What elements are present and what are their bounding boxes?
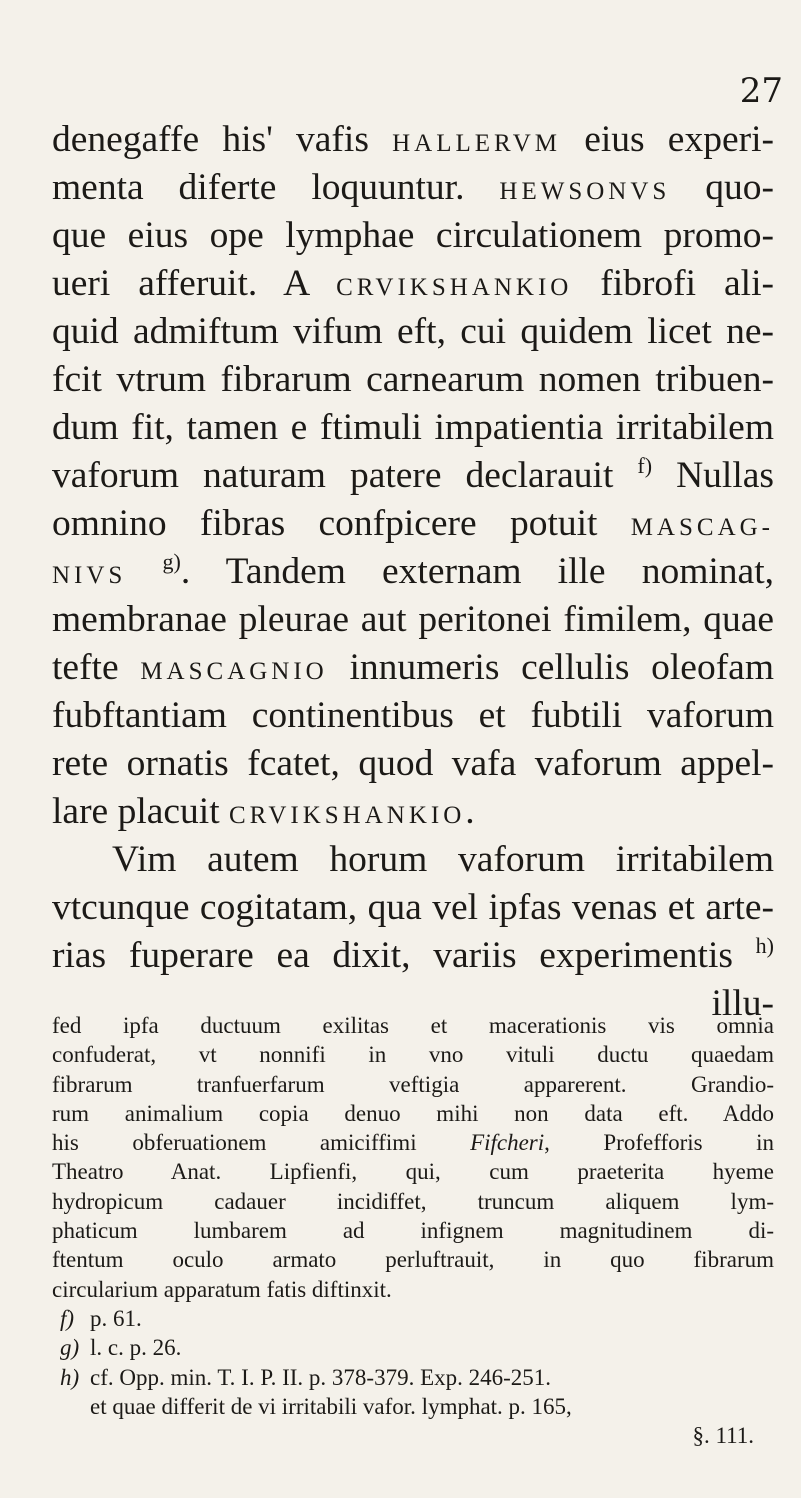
author-name: MASCAGNIO — [140, 658, 328, 685]
text-line: tefte MASCAGNIO innumeris cellulis oleofam — [52, 647, 774, 688]
footnote-line: et quae differit de vi irritabili vafor. lymphat. p. 165, — [90, 1393, 572, 1419]
footnote-line: phaticum lumbarem ad infignem magnitudinem di- — [52, 1218, 774, 1244]
main-text — [52, 116, 774, 1028]
footnote-h: h) cf. Opp. min. T. I. P. II. p. 378-379. Exp. 246-251. — [52, 1363, 774, 1392]
text-line: Vim autem horum vaforum irritabilem — [112, 839, 774, 880]
text-line: NIVS $^{g)}$. Tandem externam ille nominat, — [52, 549, 774, 592]
page-number: 27 — [739, 71, 783, 111]
footnote-mark: h) — [60, 1364, 80, 1390]
footnote-line: ftentum oculo armato perluftrauit, in quo fibrarum — [52, 1247, 774, 1273]
footnote-ref-f: f) — [637, 453, 653, 478]
catchword: §. 111. — [692, 1423, 754, 1449]
text-line: menta diferte loquuntur. HEWSONVS quo- — [52, 167, 774, 208]
footnote-line: confuderat, vt nonnifi in vno vituli ductu quaedam — [52, 1042, 774, 1068]
footnote-line: Theatro Anat. Lipfienfi, qui, cum praeterita hyeme — [52, 1159, 774, 1185]
text-line: que eius ope lymphae circulationem promo- — [52, 215, 774, 256]
author-name: CRVIKSHANKIO — [229, 802, 466, 829]
footnotes — [52, 1011, 774, 1450]
text-line: fubftantiam continentibus et fubtili vaforum — [52, 695, 774, 736]
author-name: NIVS — [52, 562, 127, 589]
text-line: dum fit, tamen e ftimuli impatientia irritabilem — [52, 407, 774, 448]
footnote-line: hydropicum cadauer incidiffet, truncum aliquem lym- — [52, 1188, 774, 1214]
text-line: vtcunque cogitatam, qua vel ipfas venas et arte- — [52, 887, 774, 928]
text-line: rete ornatis fcatet, quod vafa vaforum appel- — [52, 743, 774, 784]
text-line: ueri afferuit. A CRVIKSHANKIO fibrofi ali- — [52, 263, 774, 304]
footnote-f: f) p. 61. — [52, 1304, 774, 1333]
text-line: fcit vtrum fibrarum carnearum nomen tribuen- — [52, 359, 774, 400]
footnote-ref-g: g) — [162, 549, 181, 574]
author-name: CRVIKSHANKIO — [336, 274, 573, 301]
footnote-line: his obferuationem amiciffimi Fifcheri, Profefforis in — [52, 1130, 774, 1156]
footnote-mark: g) — [60, 1335, 80, 1361]
footnote-line: rum animalium copia denuo mihi non data eft. Addo — [52, 1100, 774, 1126]
text-line: rias fuperare ea dixit, variis experimentis $^{h)}$ — [52, 933, 774, 976]
author-name: HALLERVM — [392, 130, 562, 157]
footnote-line: fed ipfa ductuum exilitas et macerationis vis omnia — [52, 1013, 774, 1038]
footnote-line: circularium apparatum fatis diftinxit. — [52, 1276, 392, 1302]
text-line: vaforum naturam patere declarauit $^{f)}$ Nullas — [52, 453, 774, 496]
text-line: illu- — [711, 983, 774, 1024]
author-name: HEWSONVS — [499, 178, 671, 205]
text-line: omnino fibras confpicere potuit MASCAG- — [52, 503, 774, 544]
footnote-g: g) l. c. p. 26. — [52, 1333, 774, 1362]
footnote-ref-h: h) — [755, 933, 774, 958]
footnote-mark: f) — [60, 1305, 75, 1331]
text-line: denegaffe his' vafis HALLERVM eius experi- — [52, 119, 774, 160]
text-line: lare placuit CRVIKSHANKIO. — [52, 791, 475, 832]
author-name: MASCAG- — [630, 514, 774, 541]
text-line: membranae pleurae aut peritonei fimilem, quae — [52, 599, 774, 640]
text-line: quid admiftum vifum eft, cui quidem licet ne- — [52, 311, 774, 352]
footnote-line: fibrarum tranfuerfarum veftigia apparerent. Grandio- — [52, 1071, 774, 1097]
